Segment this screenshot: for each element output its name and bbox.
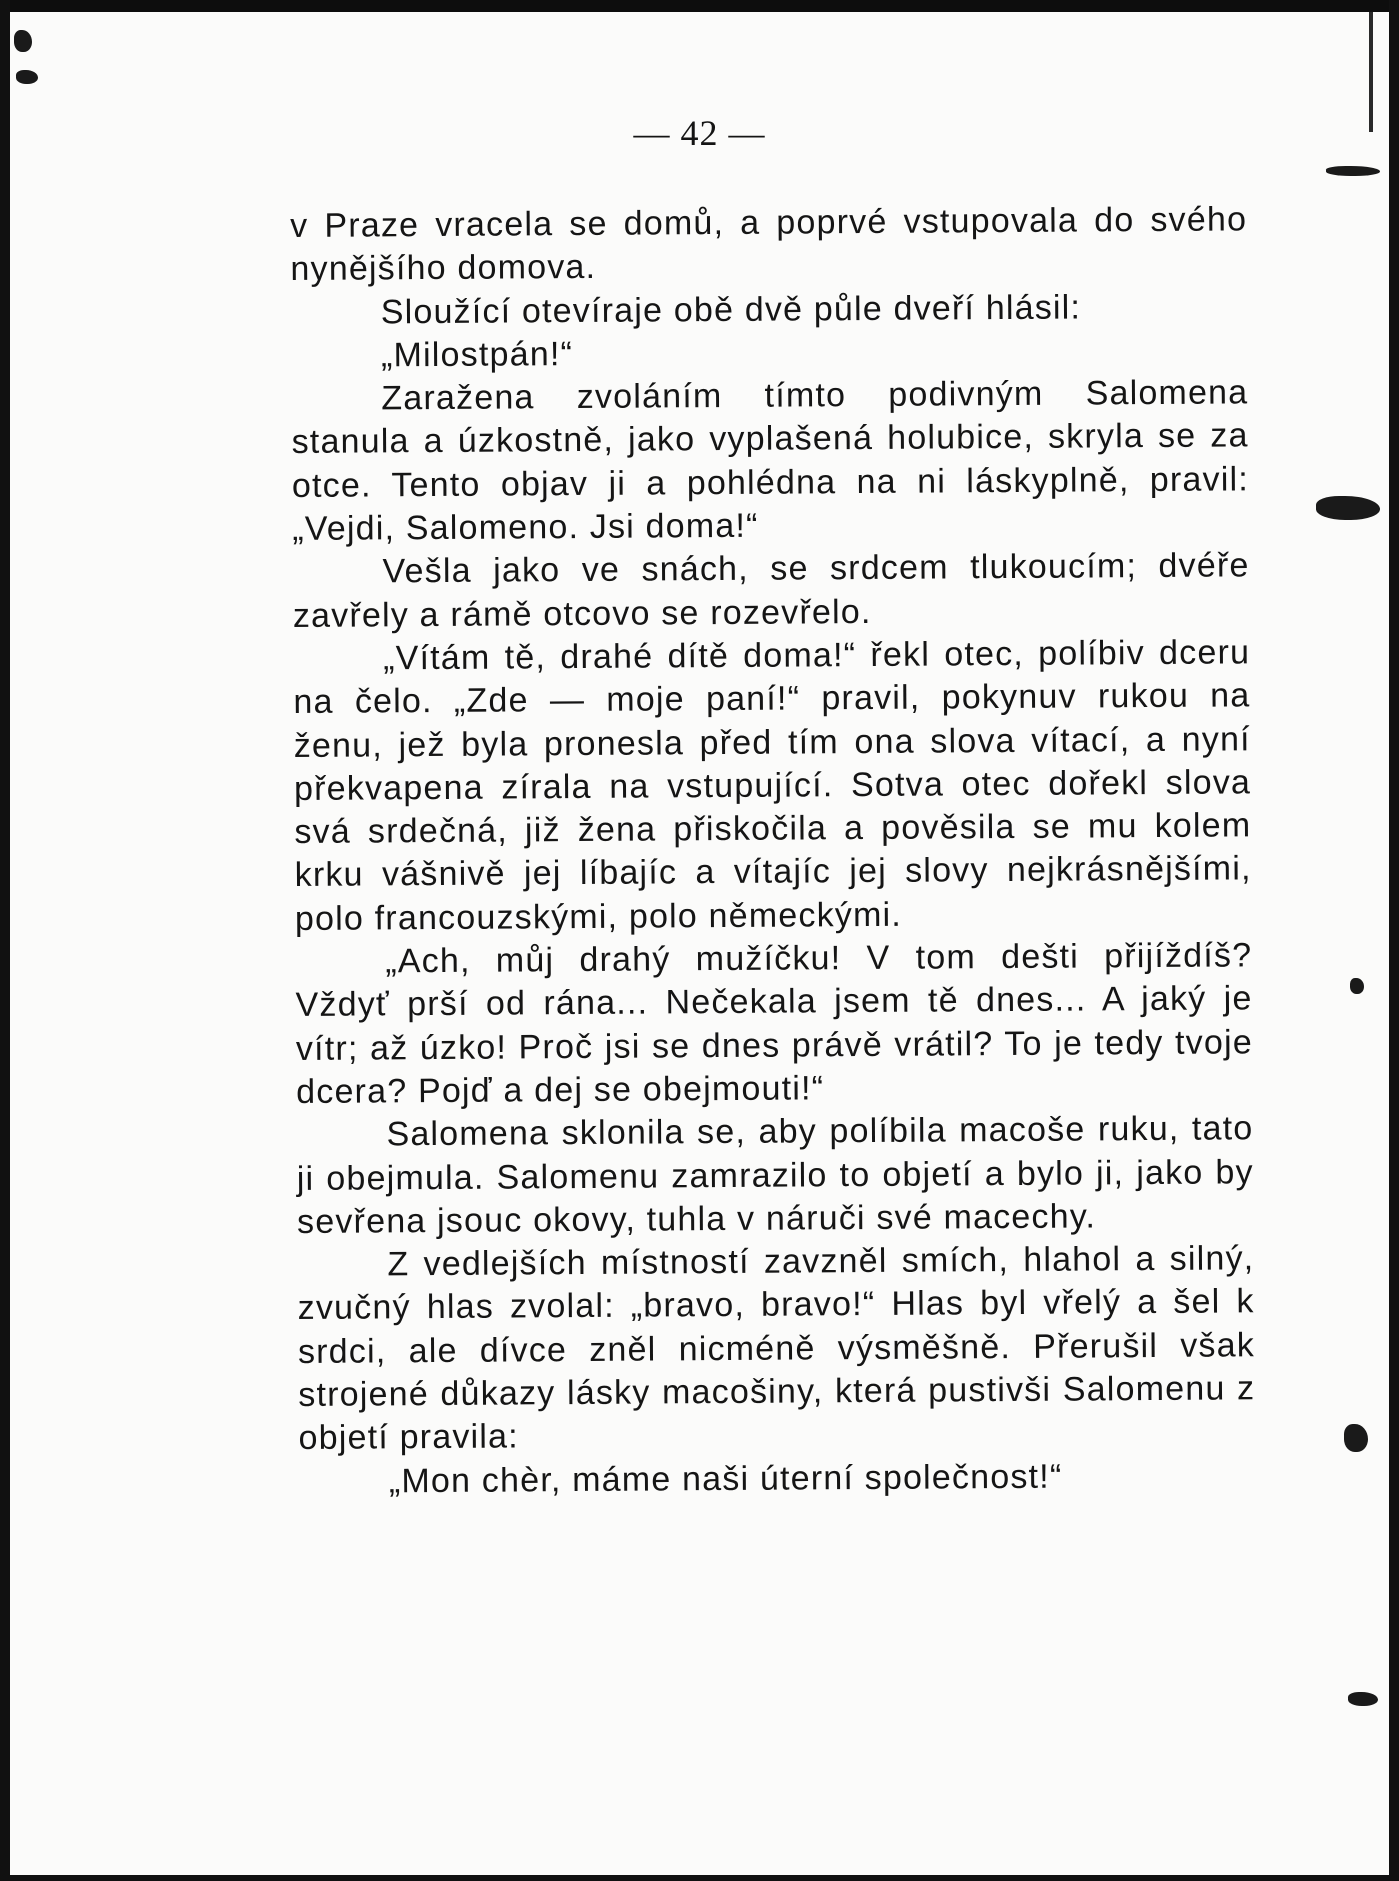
page-number: — 42 — [633, 113, 766, 153]
scan-top-edge [0, 0, 1399, 12]
paragraph: „Vítám tě, drahé dítě doma!“ řekl otec, políbiv dceru na čelo. „Zde — moje paní!“ pravil, pokynuv rukou na ženu, jež byla pronesla před tím ona slova vítací, a nyní překvapena zírala na vstupující. Sotva otec dořekl slova svá srdečná, již žena přiskočila a pověsila se mu kolem krku vášnivě jej líbajíc a vítajíc jej slovy nejkrásnějšími, polo francouzskými, polo německými. [293, 633, 1252, 938]
ink-speck [16, 70, 38, 84]
paragraph: Z vedlejších místností zavzněl smích, hlahol a silný, zvučný hlas zvolal: „bravo, bravo!“ Hlas byl vřelý a šel k srdci, ale dívce zněl nicméně výsměšně. Přerušil však strojené důkazy lásky macošiny, která pustivši Salomenu z objetí pravila: [297, 1239, 1256, 1458]
ink-speck [1316, 496, 1380, 520]
scan-left-edge [0, 0, 10, 1881]
paragraph: „Mon chèr, máme naši úterní společnost!“ [388, 1457, 1063, 1500]
paragraph: „Milostpán!“ [380, 334, 574, 375]
ink-speck [1350, 978, 1364, 994]
ink-speck [14, 30, 32, 52]
ink-speck [1344, 1424, 1368, 1452]
paragraph: „Ach, můj drahý mužíčku! V tom dešti přijíždíš? Vždyť prší od rána... Nečekala jsem tě dnes... A jaký je vítr; až úzko! Proč jsi se dnes právě vrátil? To je tedy tvoje dcera? Pojď a dej se obejmouti!“ [295, 936, 1253, 1111]
ink-speck [1326, 166, 1380, 176]
ink-speck [1348, 1692, 1378, 1706]
paragraph: Vešla jako ve snách, se srdcem tlukoucím; dvéře zavřely a rámě otcovo se rozevřelo. [292, 546, 1250, 635]
scan-right-edge [1389, 0, 1399, 1881]
paragraph: Sloužící otevíraje obě dvě půle dveří hlásil: [380, 288, 1082, 331]
body-text [290, 198, 1256, 1504]
scan-bottom-edge [0, 1875, 1399, 1881]
paragraph: Zaražena zvoláním tímto podivným Salomena stanula a úzkostně, jako vyplašená holubice, skryla se za otce. Tento objav ji a pohlédna na ni láskyplně, pravil: „Vejdi, Salomeno. Jsi doma!“ [291, 373, 1250, 549]
paragraph: v Praze vracela se domů, a poprvé vstupovala do svého nynějšího domova. [290, 200, 1248, 289]
paragraph: Salomena sklonila se, aby políbila macoše ruku, tato ji obejmula. Salomenu zamrazilo to objetí a bylo ji, jako by sevřena jsouc okovy, tuhla v náruči své macechy. [296, 1109, 1254, 1241]
